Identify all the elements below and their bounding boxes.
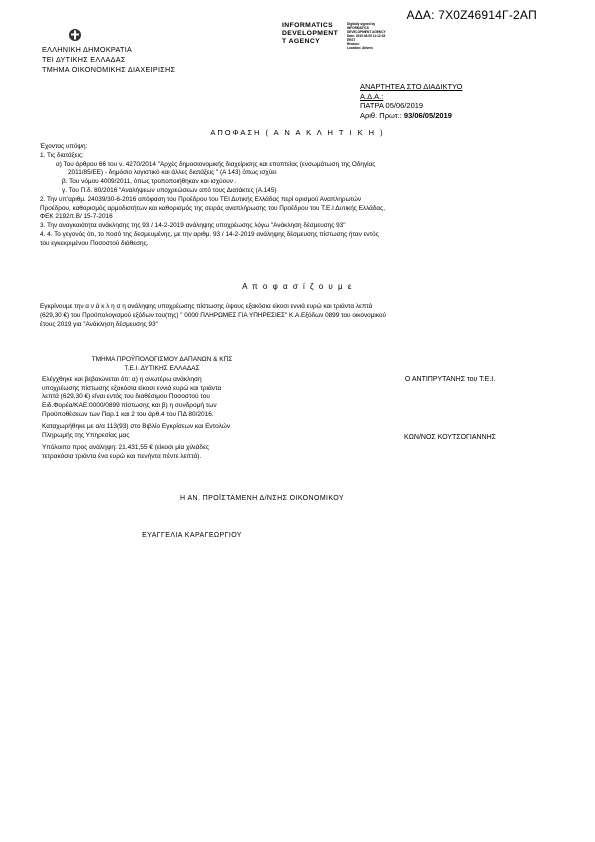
item-1: 1. Τις διατάξεις: (40, 151, 84, 159)
decision-heading: Α π ο φ α σ ί ζ ο υ μ ε (242, 282, 353, 291)
vice-rector-role: Ο ΑΝΤΙΠΡΥΤΑΝΗΣ του Τ.Ε.Ι. (404, 376, 496, 383)
stamp-detail-6: Reason: (347, 42, 360, 46)
decision-line-1: Εγκρίνουμε την α ν ά κ λ η σ η ανάληψης υποχρέωσης πίστωσης ύψους εξακόσια είκοσι εννιά ευρώ και τριάντα λεπτά (40, 303, 373, 310)
stamp-detail-4: Date: 2019.06.05 11:12:33 (347, 34, 386, 38)
item-2-line-3: ΦΕΚ 2192/τ.Β/ 15-7-2016 (40, 213, 113, 221)
item-1c: γ. Του Π.δ. 80/2016 "Αναλήψεων υποχρεώσεων από τους Διατάκτες (Α.145) (62, 186, 277, 194)
verification-line-3: λεπτά (629,30 €) είναι εντός του διαθέσιμου Ποσοστού του (42, 393, 210, 401)
org-line-3: ΤΜΗΜΑ ΟΙΚΟΝΟΜΙΚΗΣ ΔΙΑΧΕΙΡΙΣΗΣ (42, 65, 176, 74)
item-4-line-2: του εγκεκριμένου Ποσοστού διάθεσης. (40, 239, 149, 247)
posting-info (360, 82, 462, 120)
org-line-1: ΕΛΛΗΝΙΚΗ ΔΗΜΟΚΡΑΤΙΑ (42, 45, 133, 54)
stamp-detail-3: DEVELOPMENT AGENCY (347, 30, 386, 34)
verification-line-1: Ελέγχθηκε και βεβαιώνεται ότι: α) η ανωτέρω ανάκληση (42, 376, 202, 384)
ada-label: Α.Δ.Α.: (360, 91, 384, 101)
verification-line-5: Προϋποθέσεων των Παρ.1 και 2 του άρθ.4 του ΠΔ 80/2016. (42, 410, 214, 418)
stamp-detail-5: EEST (347, 38, 356, 42)
finance-director-name: ΕΥΑΓΓΕΛΙΑ ΚΑΡΑΓΕΩΡΓΙΟΥ (142, 532, 242, 539)
finance-director-role: Η ΑΝ. ΠΡΟΪΣΤΑΜΕΝΗ Δ/ΝΣΗΣ ΟΙΚΟΝΟΜΙΚΟΥ (180, 495, 344, 502)
item-4-line-1: 4. 4. Το γεγονός ότι, το ποσό της δεσμευμένης, με την αριθμ. 93 / 14-2-2019 ανάληψης δέσμευσης πίστωσης ήταν εντός (40, 230, 379, 238)
decision-line-3: έτους 2019 για "Ανάκληση δέσμευσης 93" (40, 320, 158, 328)
budget-department-block (42, 356, 282, 462)
decision-text (40, 303, 555, 329)
item-2-line-2: Προέδρου, καθορισμός αρμοδιοτήτων και καθορισμός της σειράς αναπλήρωσης του Προέδρου του Τ.Ε.Ι Δυτικής Ελλάδας, (40, 204, 385, 212)
balance-line-2: τετρακόσια τριάντα ένα ευρώ και πενήντα πέντε λεπτά). (42, 452, 202, 460)
registration-paragraph (42, 423, 282, 440)
item-3: 3. Την αναγκαιότητα ανάκλησης της 93 / 14-2-2019 ανάληψης υποχρέωσης λόγω "Ανάκληση δέσμευσης 93" (40, 222, 346, 230)
stamp-line-3: T AGENCY (282, 38, 321, 45)
verification-line-4: Ειδ.Φορέα/ΚΑΕ:0000/0899 πίστωσης και β) η συνδρομή των (42, 401, 217, 409)
vice-rector-name: ΚΩΝ/ΝΟΣ ΚΟΥΤΣΟΓΙΑΝΝΗΣ (403, 434, 497, 441)
item-1a-line-2: 2011/85/ΕΕ) - δημόσιο λογιστικό και άλλες διατάξεις " (Α 143) όπως ισχύει (68, 169, 277, 177)
stamp-detail-7: Location: Athens (347, 46, 373, 50)
verification-paragraph (42, 376, 282, 419)
greek-seal-icon (68, 28, 82, 42)
organization-header (42, 45, 175, 75)
verification-line-2: υποχρέωσης πίστωσης εξακόσια είκοσι εννιά ευρώ και τριάντα (42, 384, 222, 392)
decision-line-2: (629,30 €) του Προϋπολογισμού εξόδων του(της) " 0000 ΠΛΗΡΩΜΕΣ ΓΙΑ ΥΠΗΡΕΣΙΕΣ" Κ.Α.Εξόδων 0899 του οικονομικού (40, 311, 386, 319)
stamp-line-2: DEVELOPMENT (282, 30, 339, 37)
place-date: ΠΑΤΡΑ 05/06/2019 (360, 101, 424, 110)
stamp-details (347, 22, 407, 50)
digital-signature-stamp (282, 22, 386, 50)
item-1a-line-1: α) Του άρθρου 66 του ν. 4270/2014 "Αρχές δημοσιονομικής διαχείρισης και εποπτείας (ενσωμάτωση της Οδηγίας (56, 160, 376, 168)
document-title: ΑΠΟΦΑΣΗ ( Α Ν Α Κ Λ Η Τ Ι Κ Η ) (210, 128, 385, 137)
protocol-number (360, 111, 462, 121)
item-1b: β. Του νόμου 4009/2011, όπως τροποποιήθηκαν και ισχύουν . (62, 178, 237, 186)
ada-number: ΑΔΑ: 7Χ0Ζ46914Γ-2ΑΠ (406, 8, 537, 22)
registration-line-2: Πληρωμής της Υπηρεσίας μας (42, 431, 130, 439)
balance-paragraph (42, 444, 282, 461)
org-line-2: ΤΕΙ ΔΥΤΙΚΗΣ ΕΛΛΑΔΑΣ (42, 55, 126, 64)
budget-dept-title-2: Τ.Ε.Ι. ΔΥΤΙΚΗΣ ΕΛΛΑΔΑΣ (124, 364, 200, 372)
considerations (40, 143, 555, 249)
posting-title: ΑΝΑΡΤΗΤΕΑ ΣΤΟ ΔΙΑΔΙΚΤΥΟ (360, 82, 463, 91)
protocol-label: Αριθ. Πρωτ.: (360, 110, 404, 120)
registration-line-1: Καταχωρήθηκε με α/α 113(93) στο Βιβλίο Εγκρίσεων και Εντολών (42, 423, 231, 431)
protocol-value: 93/06/05/2019 (403, 110, 452, 120)
stamp-detail-1: Digitally signed by (347, 22, 376, 26)
stamp-line-1: INFORMATICS (282, 22, 334, 29)
item-2-line-1: 2. Την υπ'αριθμ. 24039/30-6-2016 απόφαση του Προέδρου του ΤΕΙ Δυτικής Ελλάδας περί ορισμού Αναπληρωτών (40, 195, 362, 203)
budget-dept-title-1: ΤΜΗΜΑ ΠΡΟΫΠΟΛΟΓΙΣΜΟΥ ΔΑΠΑΝΩΝ & ΚΠΣ (91, 356, 233, 363)
considerations-intro: Έχοντας υπόψη: (40, 143, 88, 150)
balance-line-1: Υπόλοιπο προς ανάληψη: 21.431,55 € (είκοσι μία χιλιάδες (42, 444, 209, 452)
stamp-detail-2: INFORMATICS (347, 26, 369, 30)
